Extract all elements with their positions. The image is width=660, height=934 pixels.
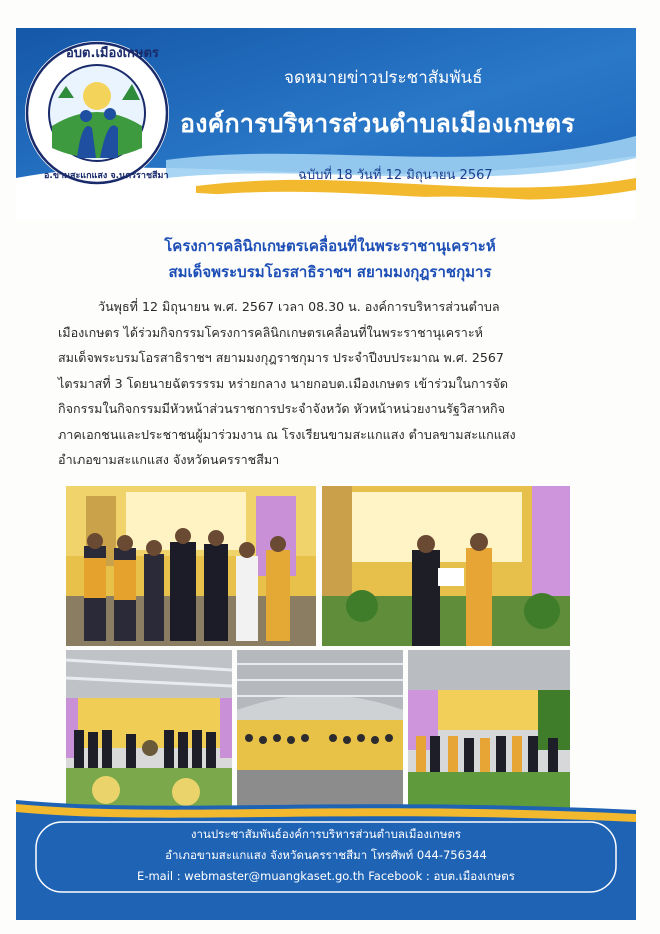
- audience-under-tent-photo: [237, 650, 403, 808]
- article-line: วันพุธที่ 12 มิถุนายน พ.ศ. 2567 เวลา 08.30 น. องค์การบริหารส่วนตำบล: [98, 299, 500, 314]
- article-line: สมเด็จพระบรมโอรสาธิราชฯ สยามมงกุฎราชกุมาร ประจำปีงบประมาณ พ.ศ. 2567: [58, 350, 504, 365]
- group-photo-officials: [66, 486, 316, 646]
- article-line: กิจกรรมในกิจกรรมมีหัวหน้าส่วนราชการประจำจังหวัด หัวหน้าหน่วยงานรัฐวิสาหกิจ: [58, 401, 505, 416]
- newsletter-footer: [16, 800, 636, 920]
- footer-address-phone: อำเภอขามสะแกแสง จังหวัดนครราชสีมา โทรศัพท์ 044-756344: [165, 848, 487, 862]
- footer-department: งานประชาสัมพันธ์องค์การบริหารส่วนตำบลเมืองเกษตร: [190, 827, 462, 841]
- stage-ceremony-photo: [66, 650, 232, 808]
- organization-title: องค์การบริหารส่วนตำบลเมืองเกษตร: [180, 109, 575, 138]
- article-headline-line-1: โครงการคลินิกเกษตรเคลื่อนที่ในพระราชานุเคราะห์: [164, 237, 496, 255]
- logo-ring-top-text: อบต.เมืองเกษตร: [66, 46, 159, 61]
- article-body: [58, 294, 618, 473]
- certificate-line-up-photo: [408, 650, 570, 808]
- logo-ring-bottom-text: อ.ขามสะแกแสง จ.นครราชสีมา: [44, 171, 169, 181]
- article-line: ภาคเอกชนและประชาชนผู้มาร่วมงาน ณ โรงเรียนขามสะแกแสง ตำบลขามสะแกแสง: [58, 426, 516, 442]
- footer-contact: E-mail : webmaster@muangkaset.go.th Facebook : อบต.เมืองเกษตร: [137, 869, 515, 883]
- newsletter-subtitle: จดหมายข่าวประชาสัมพันธ์: [284, 68, 483, 88]
- article-line: เมืองเกษตร ได้ร่วมกิจกรรมโครงการคลินิกเกษตรเคลื่อนที่ในพระราชานุเคราะห์: [58, 324, 483, 340]
- article-headline-line-2: สมเด็จพระบรมโอรสาธิราชฯ สยามมงกุฎราชกุมาร: [168, 263, 492, 281]
- article-line: ไตรมาสที่ 3 โดยนายฉัตรรรรม หร่ายกลาง นายกอบต.เมืองเกษตร เข้าร่วมในการจัด: [58, 375, 509, 391]
- award-presentation-photo: [322, 486, 570, 646]
- article-line: อำเภอขามสะแกแสง จังหวัดนครราชสีมา: [58, 452, 280, 467]
- issue-date: ฉบับที่ 18 วันที่ 12 มิถุนายน 2567: [298, 168, 493, 183]
- newsletter-header: [16, 28, 636, 220]
